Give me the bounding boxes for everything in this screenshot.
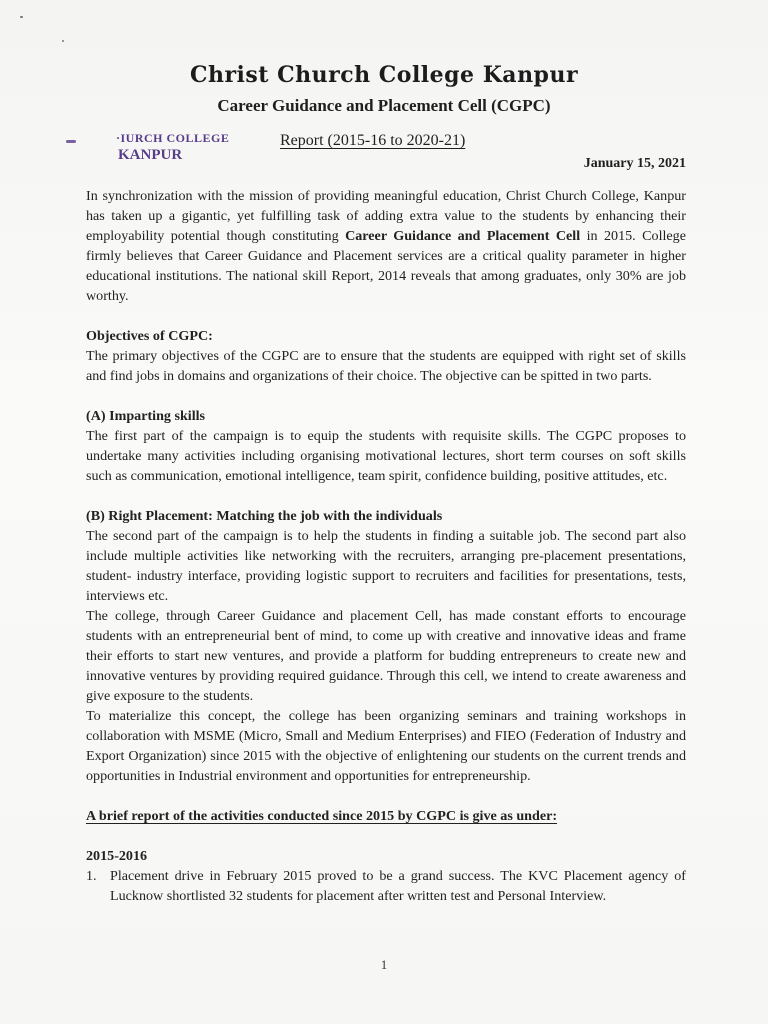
stamp-line-2: KANPUR — [118, 147, 183, 163]
intro-text-1: In synchronization with the mission of providing meaningful education, Christ Church College, Kanpur has taken up a gigantic, yet fulfilling task of adding extra value to the students by enhancing their employability potential though constituting — [86, 188, 686, 244]
list-item-text: Placement drive in February 2015 proved to be a grand success. The KVC Placement agency of Lucknow shortlisted 32 students for placement after written test and Personal Interview. — [110, 868, 686, 904]
stamp-mark — [66, 140, 76, 143]
section-b-paragraph-2: The college, through Career Guidance and placement Cell, has made constant efforts to encourage students with an entrepreneurial bent of mind, to come up with creative and innovative ideas and frame their efforts to start new ventures, and provide a platform for budding entrepreneurs to create new and innovative ventures by providing required guidance. Through this cell, we intend to create awareness and give exposure to the students. — [86, 608, 686, 704]
year-heading: 2015-2016 — [86, 848, 148, 864]
college-stamp — [116, 132, 229, 163]
section-b-paragraph-3: To materialize this concept, the college has been organizing seminars and training workshops in collaboration with MSME (Micro, Small and Medium Enterprises) and FIEO (Federation of Industry and Export Organization) since 2015 with the objective of enlightening our students on the current trends and opportunities in Industrial environment and opportunities for entrepreneurship. — [86, 708, 686, 784]
section-a-text: The first part of the campaign is to equip the students with requisite skills. The CGPC proposes to undertake many activities including organising motivational lectures, short term courses on soft skills such as communication, emotional intelligence, team spirit, confidence building, positive attitudes, etc. — [86, 428, 686, 484]
activities-heading: A brief report of the activities conducted since 2015 by CGPC is give as under: — [86, 808, 558, 824]
list-item — [86, 866, 686, 906]
document-body — [86, 186, 686, 906]
section-b-heading: (B) Right Placement: Matching the job with the individuals — [86, 508, 443, 524]
objectives-heading: Objectives of CGPC: — [86, 328, 213, 344]
scan-speck — [20, 16, 23, 18]
objectives-text: The primary objectives of the CGPC are to ensure that the students are equipped with right set of skills and find jobs in domains and organizations of their choice. The objective can be spitted in two parts. — [86, 348, 686, 384]
report-date: January 15, 2021 — [583, 156, 686, 171]
intro-text-2: in 2015. College firmly believes that Career Guidance and Placement services are a critical quality parameter in higher educational institutions. The national skill Report, 2014 reveals that among graduates, only 30% are job worthy. — [86, 228, 686, 304]
intro-bold-text: Career Guidance and Placement Cell — [345, 228, 581, 244]
page-number: 1 — [380, 957, 388, 972]
section-b-paragraph-1: The second part of the campaign is to help the students in finding a suitable job. The second part also include multiple activities like networking with the recruiters, arranging pre-placement presentations, student- industry interface, providing logistic support to recruiters and facilities for presentations, tests, interviews etc. — [86, 528, 686, 604]
section-a-heading: (A) Imparting skills — [86, 408, 206, 424]
stamp-line-1: ·IURCH COLLEGE — [116, 131, 230, 145]
college-title: Christ Church College Kanpur — [189, 62, 579, 88]
report-title: Report (2015-16 to 2020-21) — [280, 132, 466, 149]
cell-title: Career Guidance and Placement Cell (CGPC) — [217, 96, 551, 115]
scan-speck — [62, 40, 64, 42]
list-item-number: 1. — [86, 868, 97, 884]
intro-paragraph — [86, 186, 686, 306]
